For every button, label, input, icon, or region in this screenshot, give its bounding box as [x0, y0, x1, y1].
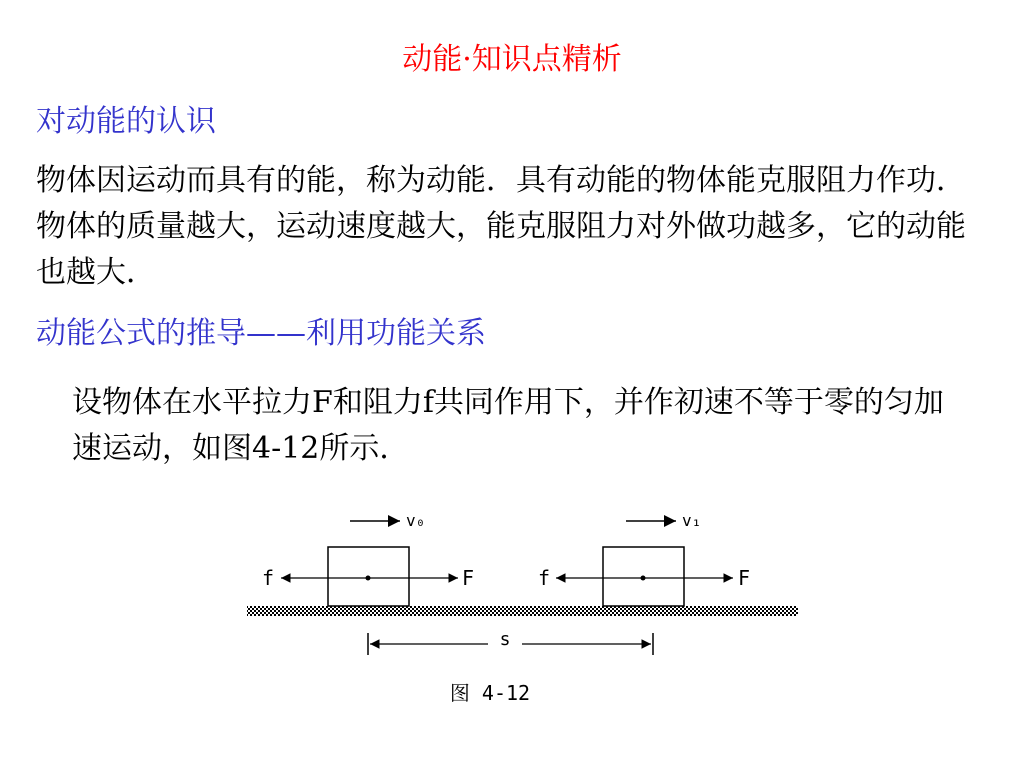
left-block-center-dot [366, 576, 371, 581]
left-velocity-label: v₀ [406, 511, 426, 530]
right-friction-label: f [538, 566, 551, 590]
left-force-label: F [462, 566, 475, 590]
left-block [328, 547, 409, 606]
displacement-indicator [368, 629, 653, 655]
displacement-label: s [499, 629, 511, 650]
section-heading-formula-derivation: 动能公式的推导——利用功能关系 [36, 316, 486, 351]
section-heading-kinetic-energy: 对动能的认识 [36, 104, 216, 139]
section-body-formula-derivation: 设物体在水平拉力F和阻力f共同作用下，并作初速不等于零的匀加速运动，如图4-12所示． [72, 385, 944, 466]
right-force-label: F [738, 566, 751, 590]
right-velocity-label: v₁ [682, 511, 702, 530]
right-block-group [538, 511, 750, 606]
ground-surface [247, 606, 798, 616]
page-title: 动能·知识点精析 [402, 42, 622, 77]
right-block-center-dot [641, 576, 646, 581]
section-body-kinetic-energy: 物体因运动而具有的能，称为动能．具有动能的物体能克服阻力作功．物体的质量越大，运动速度越大，能克服阻力对外做功越多，它的动能也越大． [36, 163, 966, 290]
figure-caption: 图 4-12 [449, 681, 531, 705]
left-block-group [262, 511, 474, 606]
left-friction-label: f [262, 566, 275, 590]
right-block [603, 547, 684, 606]
